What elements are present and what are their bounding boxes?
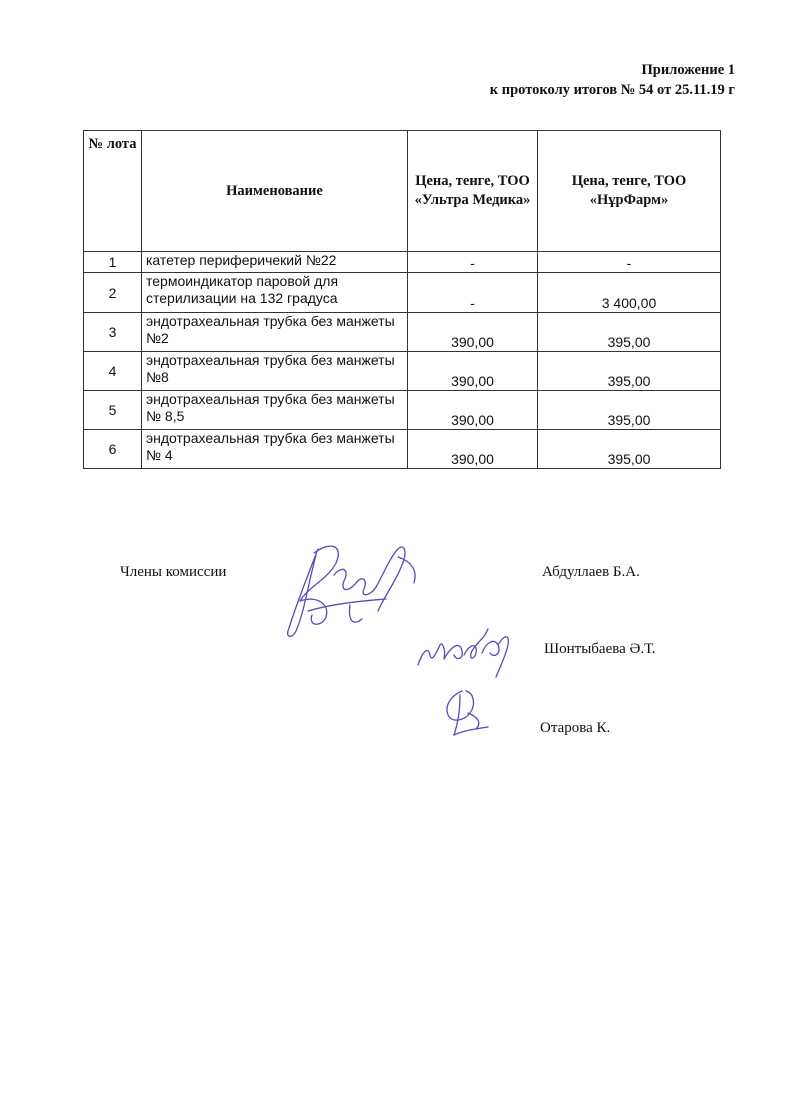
lot-price-nurfarm: 395,00 bbox=[538, 352, 721, 391]
lot-price-ultra-medika: 390,00 bbox=[408, 313, 538, 352]
appendix-header bbox=[490, 60, 735, 100]
lot-name: катетер периферичекий №22 bbox=[142, 252, 408, 273]
lot-number: 3 bbox=[84, 313, 142, 352]
signature-1 bbox=[278, 535, 428, 645]
lot-price-nurfarm: - bbox=[538, 252, 721, 273]
column-header-lot-number: № лота bbox=[84, 131, 142, 252]
lot-number: 5 bbox=[84, 391, 142, 430]
lot-price-ultra-medika: 390,00 bbox=[408, 391, 538, 430]
column-header-name: Наименование bbox=[142, 131, 408, 252]
lot-number: 2 bbox=[84, 273, 142, 313]
appendix-reference: к протоколу итогов № 54 от 25.11.19 г bbox=[489, 82, 735, 98]
lot-name: эндотрахеальная трубка без манжеты № 4 bbox=[142, 430, 408, 469]
lot-number: 1 bbox=[84, 252, 142, 273]
table-row bbox=[84, 391, 721, 430]
lot-name: эндотрахеальная трубка без манжеты №8 bbox=[142, 352, 408, 391]
signature-2 bbox=[412, 615, 522, 680]
lot-number: 4 bbox=[84, 352, 142, 391]
member-name: Абдуллаев Б.А. bbox=[542, 564, 640, 580]
lot-name: эндотрахеальная трубка без манжеты №2 bbox=[142, 313, 408, 352]
table-header-row bbox=[84, 131, 721, 252]
lot-price-nurfarm: 395,00 bbox=[538, 313, 721, 352]
table-row bbox=[84, 273, 721, 313]
column-header-price-nurfarm: Цена, тенге, ТОО «НұрФарм» bbox=[538, 131, 721, 252]
lot-price-ultra-medika: - bbox=[408, 273, 538, 313]
signature-3 bbox=[438, 683, 498, 743]
table-row bbox=[84, 252, 721, 273]
lot-name: термоиндикатор паровой для стерилизации на 132 градуса bbox=[142, 273, 408, 313]
appendix-title: Приложение 1 bbox=[641, 62, 735, 78]
lot-price-ultra-medika: 390,00 bbox=[408, 352, 538, 391]
member-name: Шонтыбаева Ә.Т. bbox=[544, 641, 656, 657]
lot-price-ultra-medika: 390,00 bbox=[408, 430, 538, 469]
lot-price-nurfarm: 3 400,00 bbox=[538, 273, 721, 313]
member-name: Отарова К. bbox=[540, 720, 611, 736]
lot-price-ultra-medika: - bbox=[408, 252, 538, 273]
lot-name: эндотрахеальная трубка без манжеты № 8,5 bbox=[142, 391, 408, 430]
table-row bbox=[84, 313, 721, 352]
lot-price-nurfarm: 395,00 bbox=[538, 391, 721, 430]
commission-members-label: Члены комиссии bbox=[120, 564, 227, 580]
table-row bbox=[84, 352, 721, 391]
column-header-price-ultra-medika: Цена, тенге, ТОО «Ультра Медика» bbox=[408, 131, 538, 252]
table-row bbox=[84, 430, 721, 469]
lots-table bbox=[83, 130, 721, 469]
lot-price-nurfarm: 395,00 bbox=[538, 430, 721, 469]
lot-number: 6 bbox=[84, 430, 142, 469]
